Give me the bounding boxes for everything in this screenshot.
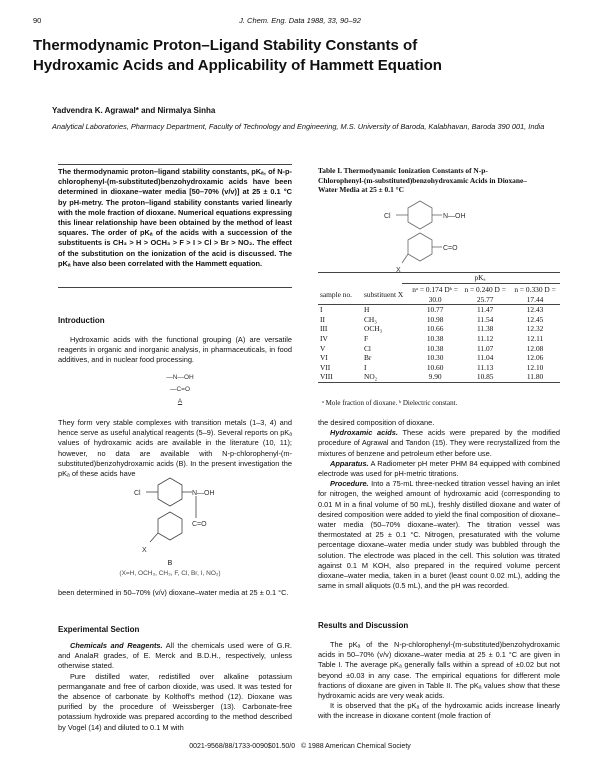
column-header: substituent X [364,289,404,299]
table-pka [318,285,560,383]
paragraph-text: These acids were prepared by the modified procedure of Agrawal and Tandon (15). They were recrystallized from the mixtures of benzene and petroleum ether before use. [318,428,560,458]
table-header-row [318,285,560,305]
substituent-cell: NO₂ [364,372,378,382]
substituent-cell: F [364,333,369,343]
run-in-heading: Apparatus. [330,458,369,468]
sample-cell: VI [320,353,328,363]
n-oh-label: N—OH [443,213,466,220]
chloro-label: Cl [384,213,391,220]
carbonyl-label: C=O [443,245,458,252]
experimental-heading: Experimental Section [58,625,140,634]
x-label: X [396,267,401,274]
paragraph: the desired composition of dioxane. [318,418,435,427]
column-header: n = 0.330 D = 17.44 [514,285,556,304]
table-row [318,315,560,325]
table-row [318,353,560,363]
substituent-cell: OCH₃ [364,324,383,334]
results-heading: Results and Discussion [318,621,409,630]
table-structure [380,195,500,275]
sample-cell: VIII [320,372,333,382]
pka-cell: 12.45 [526,314,544,324]
pka-cell: 12.43 [526,305,544,315]
pka-cell: 11.12 [477,333,494,343]
sample-cell: IV [320,333,328,343]
pka-cell: 10.66 [426,324,444,334]
substituent-cell: H [364,305,370,315]
structure-a-label: A [177,398,183,405]
authors: Yadvendra K. Agrawal* and Nirmalya Sinha [52,106,216,115]
pka-cell: 11.13 [477,362,494,372]
table-caption: Table I. Thermodynamic Ionization Constants of N-p-Chlorophenyl-(m-substituted)benzohydroxamic Acids in Dioxane–Water Media at 25 ± 0.1 °C [318,166,527,194]
paper-title: Thermodynamic Proton–Ligand Stability Constants of Hydroxamic Acids and Applicability of Hammett Equation [33,37,442,74]
paragraph-procedure [318,479,560,591]
pka-cell: 11.80 [526,372,544,382]
column-header: nᵃ = 0.174 Dᵇ = 30.0 [412,285,458,304]
affiliation: Analytical Laboratories, Pharmacy Department, Faculty of Technology and Engineering, M.S. University of Baroda, Kalabhavan, Baroda 390 001, India [52,122,545,131]
pka-cell: 10.98 [426,314,444,324]
x-label: X [142,547,147,554]
sample-cell: V [320,343,326,353]
introduction-heading: Introduction [58,316,105,325]
experimental-column-right [318,418,560,591]
substituent-cell: Cl [364,343,371,353]
pka-cell: 12.06 [526,353,544,363]
abstract: The thermodynamic proton–ligand stability constants, pKₐ, of N-p-chlorophenyl-(m-substituted)benzohydroxamic acids have been determined in dioxane–water media [50–70% (v/v)] at 25 ± 0.1 °C by pH-metry. The proton–ligand stability constants varied linearly with the mole fraction of dioxane. Numerical equations expressing this linear relationship have been obtained by the method of least squares. The order of pKₐ of the acids with a succession of the substituents is CH₃ > H > OCH₃ > F > I > Cl > Br > NO₂. The effect of the substitution on the ionization of the acid is discussed. The pKₐ have also been correlated with the Hammett equation. [58,167,292,268]
table-row [318,324,560,334]
benzene-ring-bottom [408,233,432,261]
pka-cell: 12.08 [526,343,544,353]
pka-cell: 10.85 [476,372,494,382]
table-row [318,305,560,315]
pka-cell: 12.32 [526,324,544,334]
paragraph: Hydroxamic acids with the functional grouping (A) are versatile reagents in organic and inorganic analysis, in pharmaceuticals, in food additives, and in nuclear food processing. [58,335,292,365]
paragraph-hydroxamic-acids [318,428,560,459]
table-row [318,372,560,382]
benzene-ring-top [408,201,432,229]
paragraph-apparatus [318,459,560,479]
paragraph-text: A Radiometer pH meter PHM 84 equipped with combined electrode was used for pH-metric titrations. [318,458,560,479]
substituent-cell: CH₃ [364,314,377,324]
n-oh-label: N—OH [192,490,215,497]
chloro-label: Cl [134,490,141,497]
sample-cell: II [320,314,325,324]
benzene-ring-bottom [158,512,182,540]
run-in-heading: Chemicals and Reagents. [70,641,163,650]
structure-b [130,470,240,560]
structure-b-caption: (X=H, OCH₃, CH₃, F, Cl, Br, I, NO₂) [119,570,221,577]
pka-cell: 10.38 [426,333,444,343]
pka-cell: 10.60 [426,362,444,372]
page-number: 90 [33,16,42,25]
paragraph: The pKₐ of the N-p-chlorophenyl-(m-substituted)benzohydroxamic acids in 50–70% (v/v) dioxane–water media at 25 ± 0.1 °C are given in Table I. The average pKₐ generally falls within a spread of ±0.02 but not beyond ±0.03 in any case. The empirical equations for different mole fractions of dioxane are given in Table II. The pKₐ values show that these hydroxamic acids are very weak acids. [318,640,560,701]
pka-cell: 10.77 [426,305,444,315]
sample-cell: I [320,305,323,315]
column-header: n = 0.240 D = 25.77 [464,285,506,304]
structure-a-line1: —N—OH [166,374,194,381]
substituent-cell: I [364,362,367,372]
pka-cell: 10.30 [426,353,444,363]
pka-cell: 11.54 [477,314,494,324]
substituent-cell: Br [364,353,372,363]
paragraph-text: Into a 75-mL three-necked titration vessel having an inlet for nitrogen, the weighed amount of hydroxamic acid (corresponding to 0.01 M in a final volume of 50 mL), freshly distilled dioxane and water of desired composition were added to yield the final composition of dioxane–water media (50–70% dioxane–water). The titration vessel was thermostated at 25 ± 0.1 °C. Nitrogen, presaturated with the volume percentage dioxane–water media under study was bubbled through the solution. The electrode was placed in the cell. This solution was titrated against 0.1 M KOH, also prepared in the required volume percent dioxane–water media, taken in a buret (least count 0.02 mL), adding the same in small aliquots (0.5 mL), and the pH was recorded. [318,479,560,591]
sample-cell: III [320,324,328,334]
table-footnote: ᵃ Mole fraction of dioxane. ᵇ Dielectric constant. [322,399,458,407]
abstract-rule-bottom [58,287,292,288]
pka-cell: 11.38 [477,324,494,334]
journal-citation: J. Chem. Eng. Data 1988, 33, 90–92 [239,16,361,25]
pka-cell: 11.04 [477,353,494,363]
abstract-rule-top [58,164,292,165]
experimental-column-left [58,641,292,733]
pka-cell: 11.07 [477,343,494,353]
pka-cell: 12.11 [526,333,544,343]
table-row [318,334,560,344]
intro-paragraph-1 [58,335,292,366]
pka-cell: 9.90 [428,372,442,382]
paragraph-text: All the chemicals used were of G.R. and AnalaR grades, of E. Merck and B.D.H., respectively, unless otherwise stated. [58,641,292,671]
structure-a-line2: —C=O [169,386,191,393]
carbonyl-label: C=O [192,521,207,528]
intro-paragraph-3 [58,588,292,598]
table-row [318,344,560,354]
paragraph: been determined in 50–70% (v/v) dioxane–water media at 25 ± 0.1 °C. [58,588,289,597]
footer-copyright: 0021-9568/88/1733-0090$01.50/0 © 1988 American Chemical Society [189,743,411,750]
pka-cell: 10.38 [426,343,444,353]
sample-cell: VII [320,362,331,372]
table-group-rule [402,283,560,284]
pka-cell: 12.10 [526,362,544,372]
table-row [318,363,560,373]
table-group-header: pKₐ [474,273,486,282]
column-header: sample no. [320,289,353,299]
structure-a [150,372,210,408]
run-in-heading: Hydroxamic acids. [330,428,398,438]
paragraph: They form very stable complexes with transition metals (1–3, 4) and hence serve as useful analytical reagents (5–9). Several reports on pKₐ values of hydroxamic acids are available in the literature (10, 11); however, no data are available with N-p-chlorophenyl-(m-substituted)benzohydroxamic acids (B). In the present investigation the pKₐ of these acids have [58,418,292,479]
benzene-ring-top [158,478,182,506]
pka-cell: 11.47 [477,305,494,315]
paragraph: Pure distilled water, redistilled over alkaline potassium permanganate and free of carbon dioxide, was used. It was tested for the absence of carbonate by Kolthoff's method (12). Dioxane was purified by the procedure of Weissberger (13). Carbonate-free potassium hydroxide was prepared according to the method described by Vogel (14) and diluted to 0.1 M with [58,671,292,732]
run-in-heading: Procedure. [330,479,369,489]
paragraph: It is observed that the pKₐ of the hydroxamic acids increase linearly with the increase in dioxane content (mole fraction of [318,701,560,721]
structure-b-label: B [167,560,173,567]
paragraph-chemicals [58,641,292,672]
results-text [318,640,560,722]
